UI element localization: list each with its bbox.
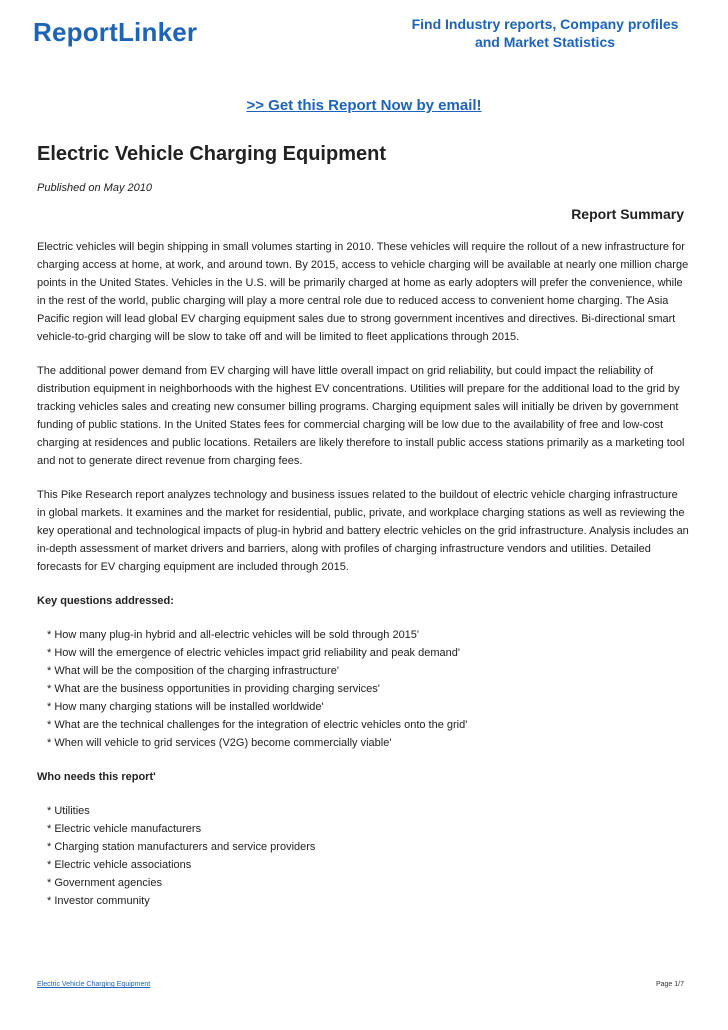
published-date: Published on May 2010 (37, 182, 152, 194)
tagline-line-2: and Market Statistics (474, 34, 616, 50)
page-number: Page 1/7 (655, 981, 684, 988)
list-item: * Electric vehicle manufacturers (47, 820, 689, 838)
report-body (37, 238, 689, 926)
list-item: * What will be the composition of the charging infrastructure' (47, 662, 689, 680)
list-item: * How will the emergence of electric vehicles impact grid reliability and peak demand' (47, 644, 689, 662)
logo[interactable]: ReportLinker (33, 17, 198, 47)
paragraph-3: This Pike Research report analyzes technology and business issues related to the buildout of electric vehicle charging infrastructure in global markets. It examines and the market for residential, public, private, and workplace charging stations as well as reviewing the key operational and technological impacts of plug-in hybrid and battery electric vehicles on the grid infrastructure. Analysis includes an in-depth assessment of market drivers and barriers, along with profiles of charging infrastructure vendors and utilities. Detailed forecasts for EV charging equipment are included through 2015. (37, 489, 689, 573)
who-needs-list (37, 802, 689, 910)
paragraph-2: The additional power demand from EV charging will have little overall impact on grid reliability, but could impact the reliability of distribution equipment in neighborhoods with the highest EV concentrations. Utilities will prepare for the additional load to the grid by tracking vehicles sales and creating new consumer billing programs. Charging equipment sales will initially be driven by government funding of public stations. In the United States fees for commercial charging will be low due to the availability of free and low-cost charging at residences and public locations. Retailers are likely therefore to install public access stations primarily as a marketing tool and not to generate direct revenue from charging fees. (37, 365, 685, 467)
list-item: * What are the business opportunities in providing charging services' (47, 680, 689, 698)
list-item: * Utilities (47, 802, 689, 820)
tagline-line-1: Find Industry reports, Company profiles (411, 16, 679, 32)
list-item: * What are the technical challenges for the integration of electric vehicles onto the grid' (47, 716, 689, 734)
report-summary-heading: Report Summary (571, 206, 684, 222)
list-item: * How many plug-in hybrid and all-electric vehicles will be sold through 2015' (47, 626, 689, 644)
key-questions-list (37, 626, 689, 752)
key-questions-heading: Key questions addressed: (37, 595, 174, 607)
list-item: * When will vehicle to grid services (V2G) become commercially viable' (47, 734, 689, 752)
footer-title-link[interactable]: Electric Vehicle Charging Equipment (37, 981, 151, 988)
tagline (395, 15, 695, 51)
paragraph-1: Electric vehicles will begin shipping in small volumes starting in 2010. These vehicles will require the rollout of a new infrastructure for charging access at home, at work, and around town. By 2015, access to vehicle charging will be available at nearly one million charge points in the United States. Vehicles in the U.S. will be primarily charged at home as early adopters will prefer the convenience, while in the rest of the world, public charging will play a more central role due to reduced access to convenient home charging. The Asia Pacific region will lead global EV charging equipment sales due to strong government incentives and directives. Bi-directional smart vehicle-to-grid charging will be slow to take off and will be limited to fleet applications through 2015. (37, 241, 689, 343)
list-item: * Government agencies (47, 874, 689, 892)
get-report-link[interactable]: >> Get this Report Now by email! (246, 97, 482, 114)
list-item: * Electric vehicle associations (47, 856, 689, 874)
list-item: * Investor community (47, 892, 689, 910)
list-item: * Charging station manufacturers and service providers (47, 838, 689, 856)
get-report-banner (0, 97, 728, 115)
list-item: * How many charging stations will be installed worldwide' (47, 698, 689, 716)
who-needs-heading: Who needs this report' (37, 771, 156, 783)
page-title: Electric Vehicle Charging Equipment (37, 143, 386, 165)
